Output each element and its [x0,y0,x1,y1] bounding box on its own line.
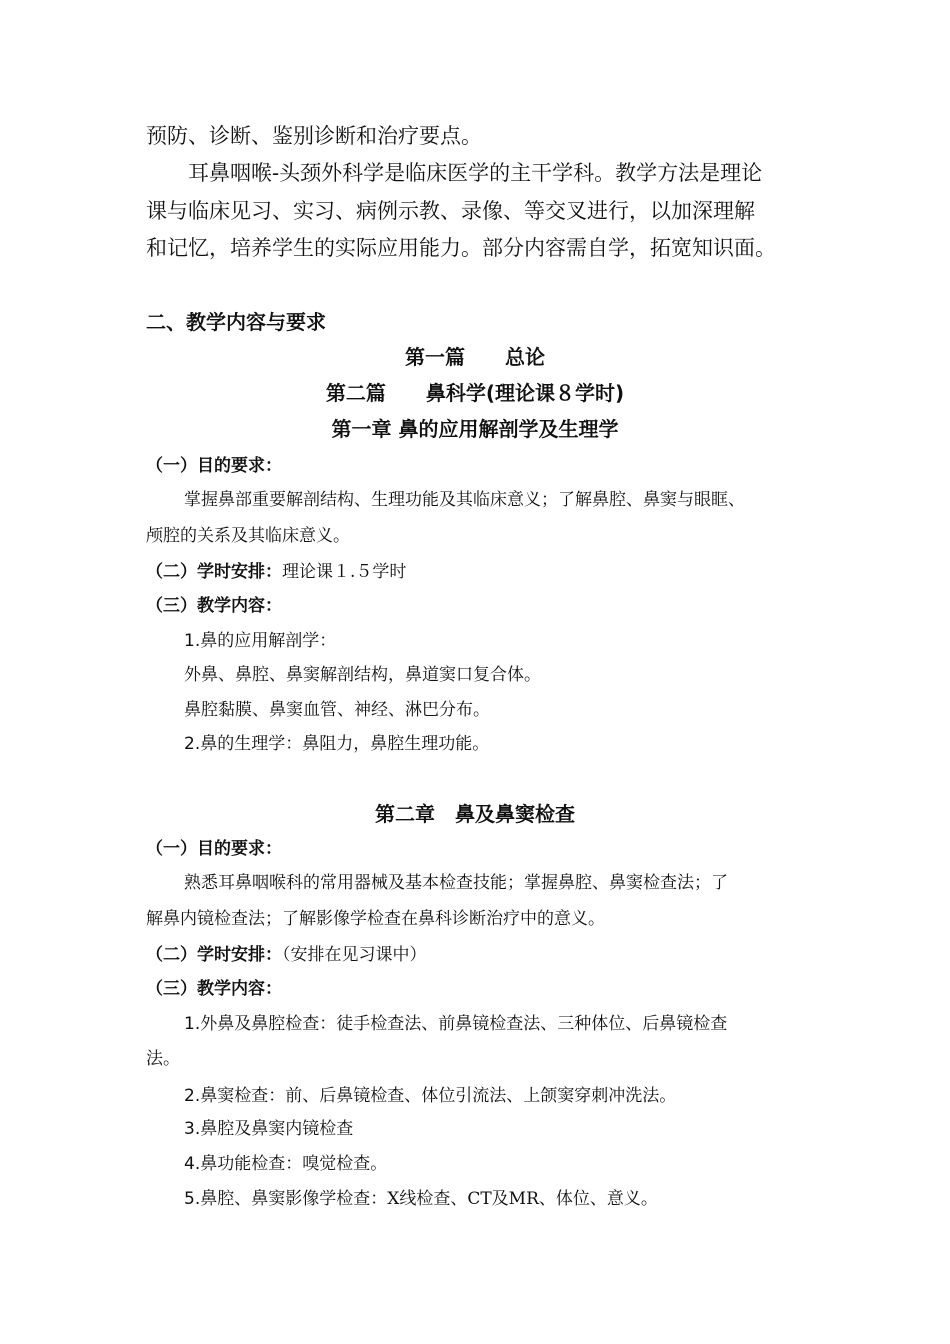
chapter-2-item-4-text: 嗅觉检查。 [302,1154,388,1174]
intro-line-3: 课与临床见习、实习、病例示教、录像、等交叉进行，以加深理解 [146,199,755,223]
chapter-2-item-3: 3.鼻腔及鼻窦内镜检查 [184,1119,354,1139]
chapter-2-objective-line-2: 解鼻内镜检查法；了解影像学检查在鼻科诊断治疗中的意义。 [146,909,605,929]
chapter-2-item-2-text: 前、后鼻镜检查、体位引流法、上颌窦穿刺冲洗法。 [285,1086,677,1106]
chapter-2-content-label: （三）教学内容： [146,979,282,999]
intro-line-2: 耳鼻咽喉-头颈外科学是临床医学的主干学科。教学方法是理论 [188,161,763,185]
chapter-1-objective-line-1: 掌握鼻部重要解剖结构、生理功能及其临床意义；了解鼻腔、鼻窦与眼眶、 [184,490,745,510]
chapter-1-item-1-line-1: 外鼻、鼻腔、鼻窦解剖结构，鼻道窦口复合体。 [184,665,541,685]
chapter-1-hours-label: （二）学时安排： [146,562,282,582]
part-2-title: 第二篇 鼻科学(理论课８学时) [325,381,625,405]
chapter-2-item-4 [184,1155,387,1173]
chapter-2-item-2-label: 2.鼻窦检查： [184,1086,286,1106]
chapter-2-hours [146,946,427,964]
chapter-2-item-2 [184,1087,676,1105]
chapter-1-item-1-label: 1.鼻的应用解剖学： [184,631,337,651]
chapter-1-item-1-line-2: 鼻腔黏膜、鼻窦血管、神经、淋巴分布。 [184,700,490,720]
chapter-2-hours-value: （安排在见习课中） [282,945,427,965]
intro-line-1: 预防、诊断、鉴别诊断和治疗要点。 [146,124,482,148]
chapter-2-objective-line-1: 熟悉耳鼻咽喉科的常用器械及基本检查技能；掌握鼻腔、鼻窦检查法；了 [184,873,728,893]
chapter-2-objective-label: （一）目的要求： [146,839,282,859]
chapter-1-item-2: 2.鼻的生理学：鼻阻力，鼻腔生理功能。 [184,734,490,754]
chapter-1-hours-value: 理论课１.５学时 [282,562,407,582]
chapter-2-item-4-label: 4.鼻功能检查： [184,1154,303,1174]
chapter-2-item-1 [184,1015,727,1033]
chapter-1-hours [146,563,406,581]
chapter-2-item-5-text: X线检查、CT及MR、体位、意义。 [387,1189,658,1209]
chapter-2-item-1-label: 1.外鼻及鼻腔检查： [184,1014,337,1034]
chapter-1-content-label: （三）教学内容： [146,596,282,616]
chapter-2-item-5-label: 5.鼻腔、鼻窦影像学检查： [184,1189,388,1209]
chapter-2-hours-label: （二）学时安排： [146,945,282,965]
chapter-1-objective-label: （一）目的要求： [146,456,282,476]
intro-line-4: 和记忆，培养学生的实际应用能力。部分内容需自学，拓宽知识面。 [146,236,776,260]
chapter-1-objective-line-2: 颅腔的关系及其临床意义。 [146,526,350,546]
chapter-2-item-1-continued: 法。 [146,1049,180,1069]
part-1-title: 第一篇 总论 [405,345,545,369]
chapter-1-title: 第一章 鼻的应用解剖学及生理学 [331,417,619,441]
chapter-2-item-5 [184,1190,658,1208]
chapter-2-item-1-text: 徒手检查法、前鼻镜检查法、三种体位、后鼻镜检查 [336,1014,728,1034]
chapter-2-title: 第二章 鼻及鼻窦检查 [375,802,575,826]
section-heading: 二、教学内容与要求 [146,310,326,334]
